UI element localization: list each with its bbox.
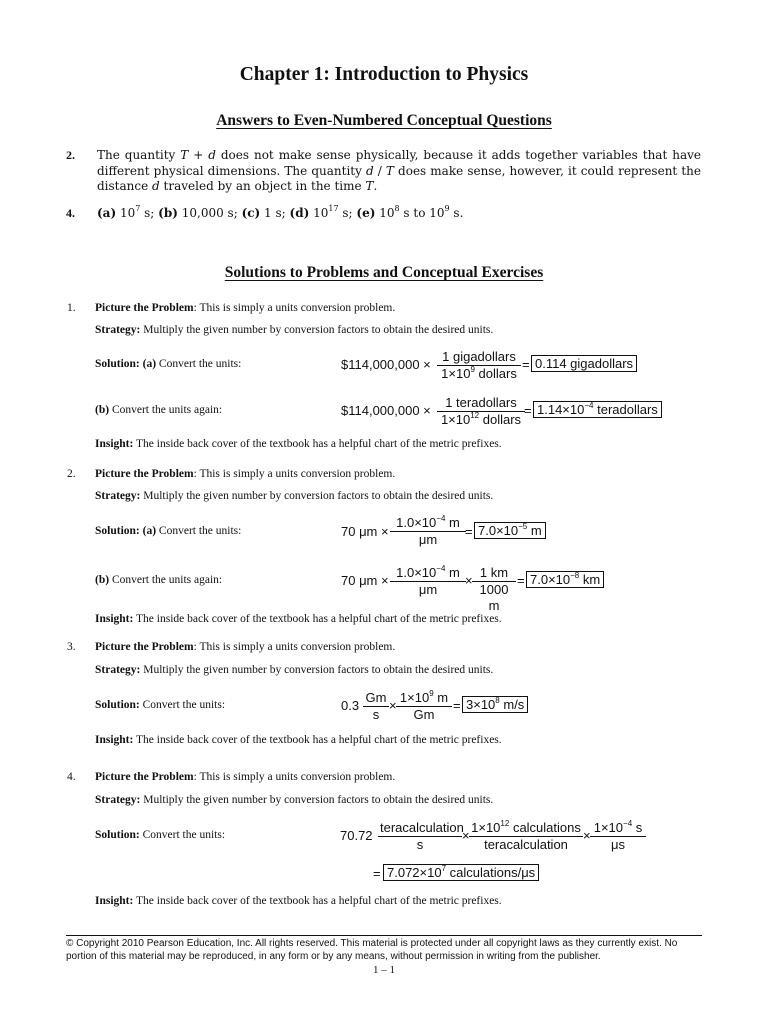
p2b-numerator-1: $1.0\times 10^{-4}$ m	[396, 564, 460, 580]
p1b-equals: =	[524, 403, 532, 418]
p2b-result: $7.0\times 10^{-8}$ km	[526, 571, 604, 588]
p4-numerator-3: $1\times 10^{-4}$ s	[593, 819, 643, 835]
p2a-result: $7.0\times 10^{-5}$ m	[474, 522, 546, 539]
problem-4-insight: Insight: The inside back cover of the textbook has a helpful chart of the metric prefixes.	[95, 895, 502, 907]
problem-1-strategy: Strategy: Multiply the given number by conversion factors to obtain the desired units.	[95, 324, 494, 336]
p2b-denominator-2: 1000 m	[472, 581, 516, 614]
p4-equals: =	[373, 866, 381, 881]
p1a-equals: =	[522, 357, 530, 372]
p2a-denominator: μm	[390, 531, 466, 548]
question-4-number: 4.	[66, 206, 75, 220]
problem-4-picture: Picture the Problem: This is simply a units conversion problem.	[95, 771, 396, 783]
p4-denominator-1: s	[378, 836, 462, 853]
p1a-denominator: $1\times 10^9$ dollars	[437, 365, 521, 382]
p2a-given: 70 μm ×	[341, 524, 389, 539]
footer-divider	[66, 935, 702, 936]
p3-denominator-1: s	[363, 706, 389, 723]
problem-2-number: 2.	[67, 468, 76, 480]
question-2-answer: The quantity T + d does not make sense physically, because it adds together variables that have different physical dimensions. The quantity d / T does make sense, however, it could represent the distance d traveled by an object in the time T.	[97, 148, 702, 193]
problem-2-insight: Insight: The inside back cover of the textbook has a helpful chart of the metric prefixes.	[95, 613, 502, 625]
question-4-answer: (a) $10^7$ s; (b) 10,000 s; (c) 1 s; (d) $10^{17}$ s; (e) $10^8$ s to $10^9$ s.	[97, 204, 464, 220]
question-2-number: 2.	[66, 148, 75, 162]
p4-numerator-2: $1\times 10^{12}$ calculations	[471, 819, 581, 835]
p4-result: $7.072\times 10^7$ calculations/μs	[383, 864, 539, 881]
p2b-factor-1	[390, 565, 466, 598]
p4-factor-3	[590, 820, 646, 853]
page-number: 1 – 1	[373, 964, 395, 976]
p3-given: 0.3	[341, 698, 360, 713]
p1b-factor	[437, 395, 525, 428]
problem-1-insight: Insight: The inside back cover of the textbook has a helpful chart of the metric prefixes.	[95, 438, 502, 450]
p3-equals: =	[453, 698, 461, 713]
problem-3-strategy: Strategy: Multiply the given number by conversion factors to obtain the desired units.	[95, 664, 494, 676]
p3-factor-2	[396, 690, 452, 723]
p2b-equals: =	[517, 573, 525, 588]
p2a-equals: =	[465, 524, 473, 539]
p3-result: $3\times 10^8$ m/s	[462, 696, 528, 713]
problem-3-number: 3.	[67, 641, 76, 653]
problem-2-solution-b: (b) Convert the units again:	[95, 574, 223, 586]
p3-factor-1	[363, 690, 389, 723]
p2b-times: ×	[465, 573, 473, 588]
problem-4-solution: Solution: Convert the units:	[95, 829, 226, 841]
problem-2-strategy: Strategy: Multiply the given number by conversion factors to obtain the desired units.	[95, 490, 494, 502]
p4-times-2: ×	[583, 828, 591, 843]
chapter-title: Chapter 1: Introduction to Physics	[239, 64, 529, 85]
problem-1-number: 1.	[67, 302, 76, 314]
p1a-numerator: 1 gigadollars	[442, 349, 516, 364]
p4-numerator-1: teracalculation	[380, 820, 464, 835]
p2b-denominator-1: μm	[390, 581, 466, 598]
p1b-result: $1.14\times 10^{-4}$ teradollars	[533, 401, 662, 418]
p1b-numerator: 1 teradollars	[445, 395, 517, 410]
problem-2-solution-a: Solution: (a) Convert the units:	[95, 525, 242, 537]
problem-3-solution: Solution: Convert the units:	[95, 699, 226, 711]
p1a-result: 0.114 gigadollars	[531, 355, 637, 372]
p4-times-1: ×	[462, 828, 470, 843]
p3-numerator-2: $1\times 10^9$ m	[399, 689, 449, 705]
problem-2-picture: Picture the Problem: This is simply a units conversion problem.	[95, 468, 396, 480]
problem-3-insight: Insight: The inside back cover of the textbook has a helpful chart of the metric prefixes.	[95, 734, 502, 746]
p1a-given: $114,000,000 ×	[341, 357, 431, 372]
p3-numerator-1: Gm	[365, 690, 387, 705]
p2b-factor-2	[472, 565, 516, 614]
p4-given: 70.72	[340, 828, 373, 843]
p4-factor-2	[469, 820, 583, 853]
problem-1-solution-b: (b) Convert the units again:	[95, 404, 223, 416]
p3-times: ×	[389, 698, 397, 713]
p2b-given: 70 μm ×	[341, 573, 389, 588]
p4-denominator-3: μs	[590, 836, 646, 853]
p4-factor-1	[378, 820, 462, 853]
solutions-heading: Solutions to Problems and Conceptual Exercises	[224, 264, 544, 281]
p1b-denominator: $1\times 10^{12}$ dollars	[437, 411, 525, 428]
p4-denominator-2: teracalculation	[469, 836, 583, 853]
p2a-numerator: $1.0\times 10^{-4}$ m	[396, 514, 460, 530]
problem-4-number: 4.	[67, 771, 76, 783]
conceptual-heading: Answers to Even-Numbered Conceptual Questions	[216, 112, 552, 129]
problem-3-picture: Picture the Problem: This is simply a units conversion problem.	[95, 641, 396, 653]
copyright-notice: © Copyright 2010 Pearson Education, Inc. All rights reserved. This material is protected under all copyright laws as they currently exist. No portion of this material may be reproduced, in any form or by any means, without permission in writing from the publisher.	[66, 938, 678, 962]
p1b-given: $114,000,000 ×	[341, 403, 431, 418]
problem-1-picture: Picture the Problem: This is simply a units conversion problem.	[95, 302, 396, 314]
p3-denominator-2: Gm	[396, 706, 452, 723]
problem-1-solution-a: Solution: (a) Convert the units:	[95, 358, 242, 370]
p2a-factor	[390, 515, 466, 548]
problem-4-strategy: Strategy: Multiply the given number by conversion factors to obtain the desired units.	[95, 794, 494, 806]
p2b-numerator-2: 1 km	[479, 565, 509, 580]
p1a-factor	[437, 349, 521, 382]
